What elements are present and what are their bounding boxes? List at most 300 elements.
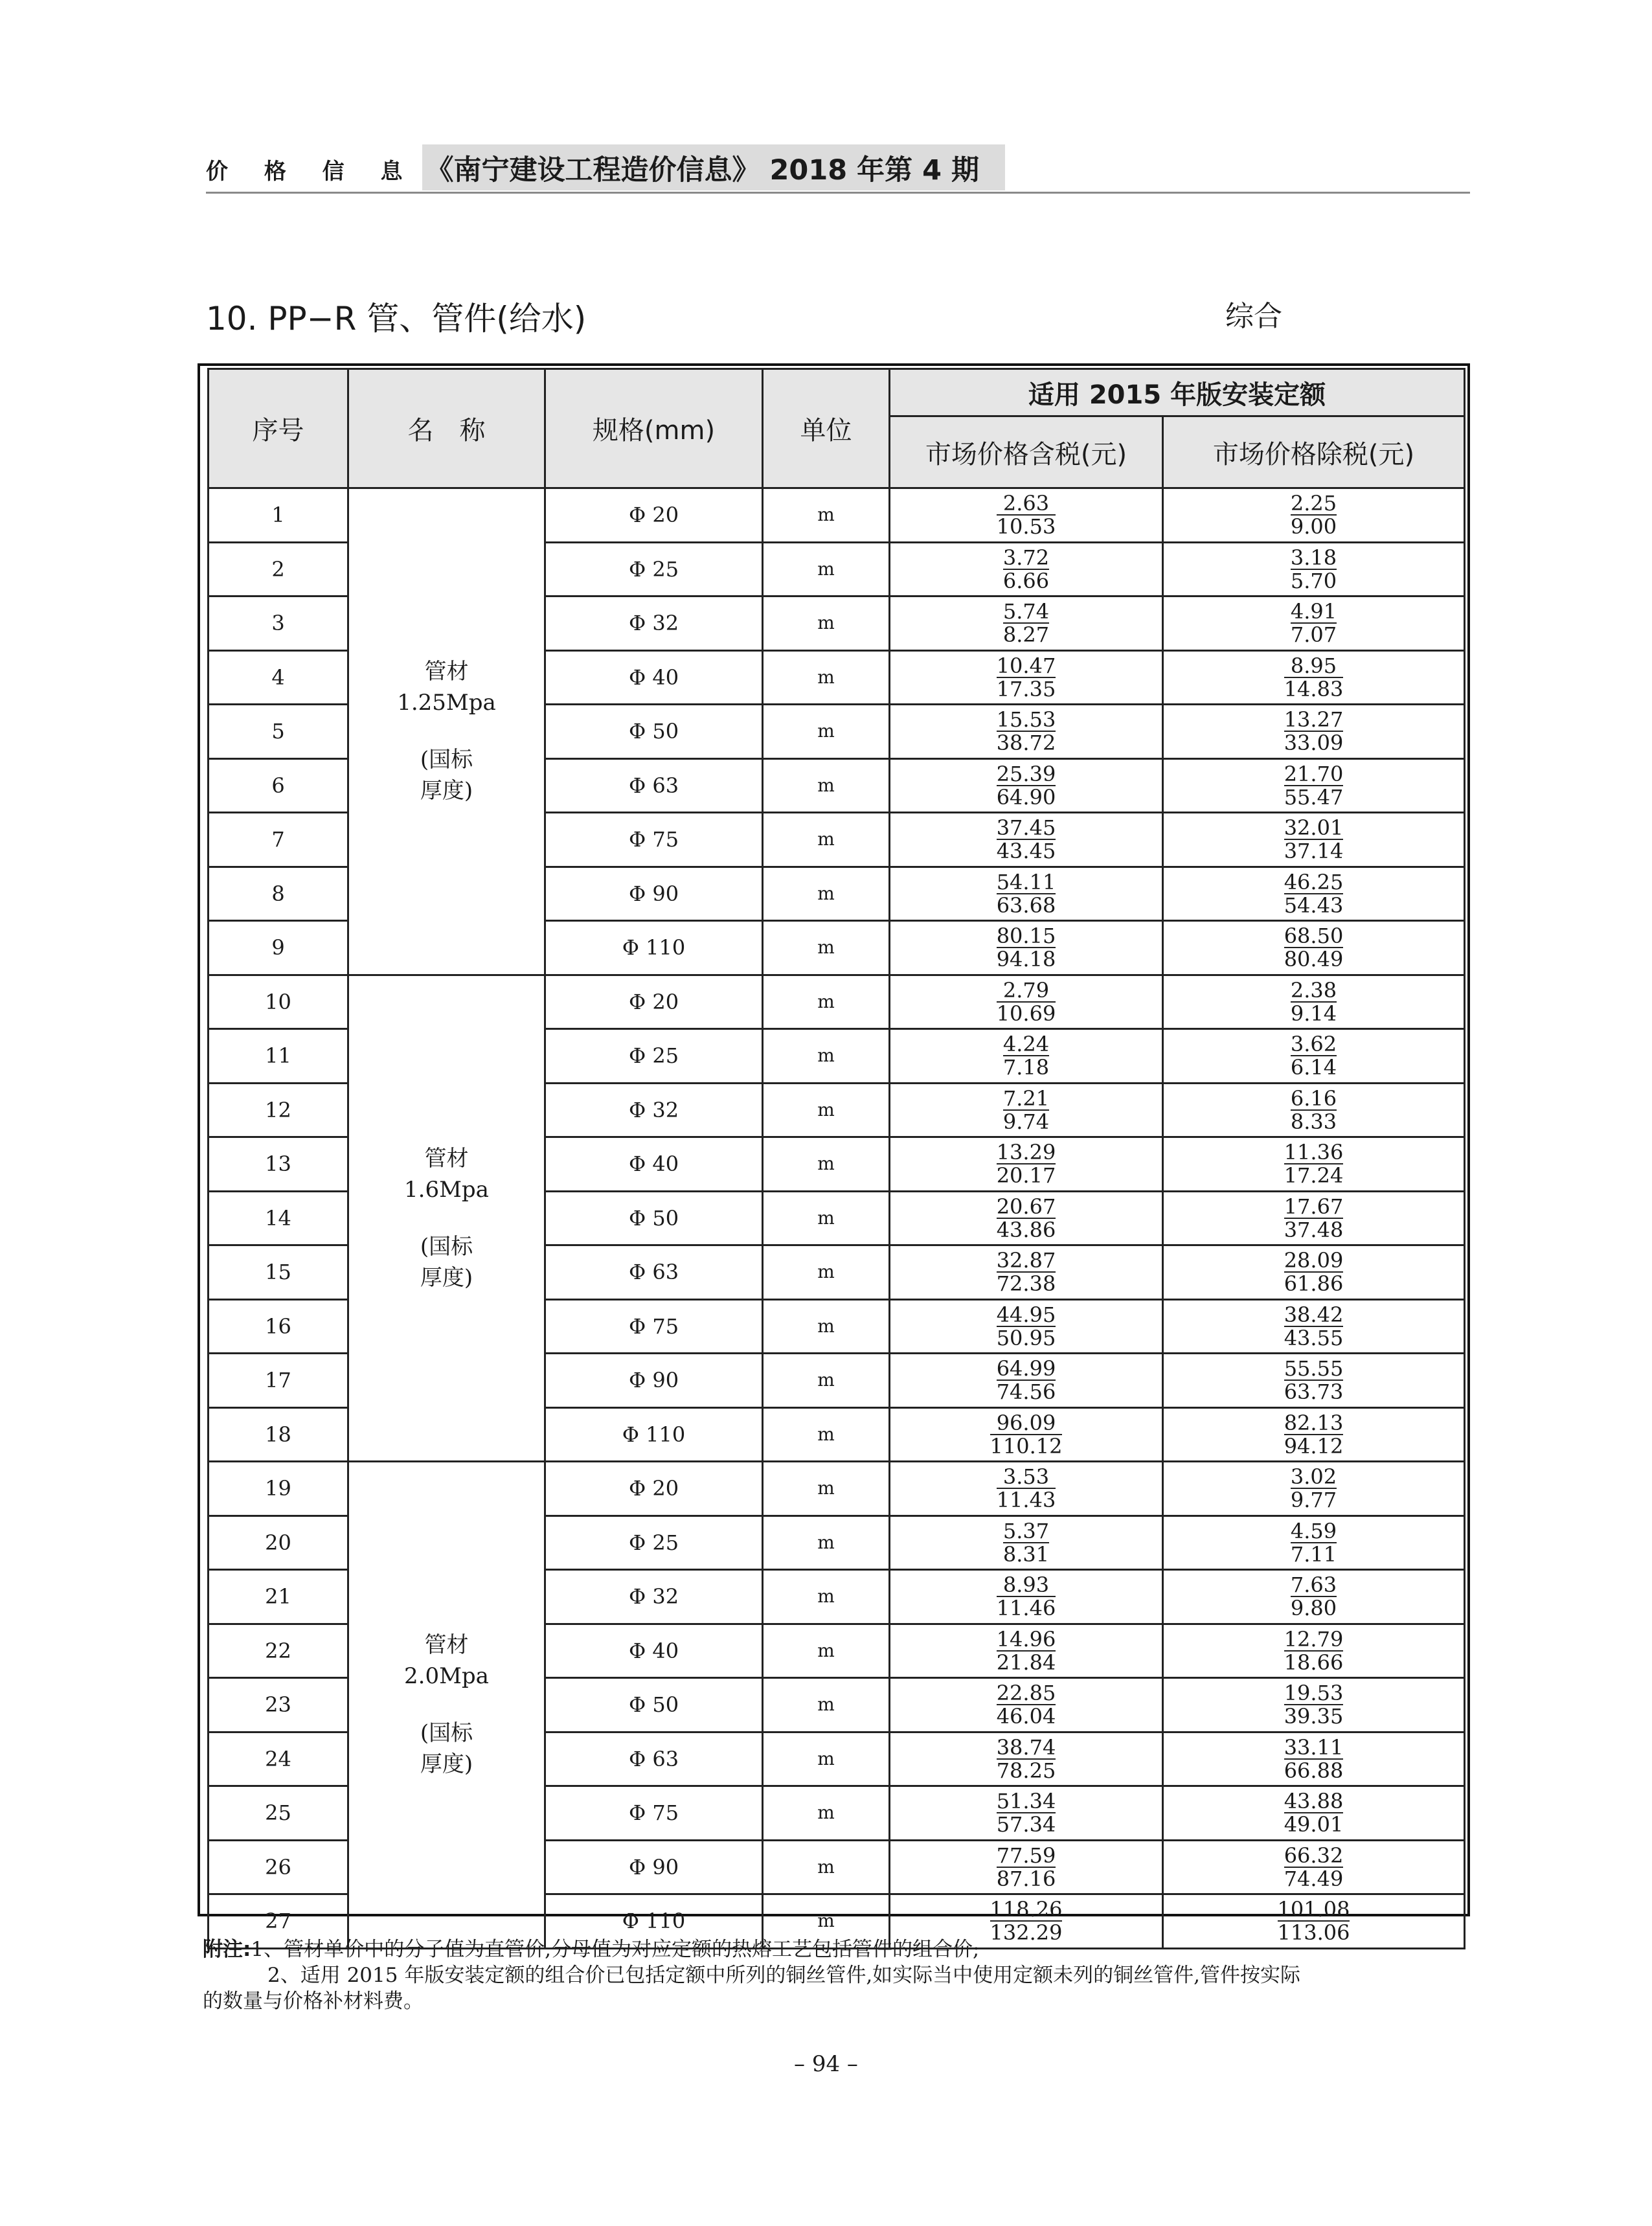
pipe-price: 10.47 (996, 653, 1056, 678)
unit-cell: m (763, 1678, 890, 1732)
spec-cell: Φ 40 (545, 1137, 763, 1192)
price-fraction (997, 925, 1056, 970)
price-with-tax-cell (890, 921, 1163, 975)
price-fraction (1291, 600, 1337, 646)
combined-price: 21.84 (996, 1650, 1056, 1675)
combined-price: 37.48 (1284, 1217, 1344, 1242)
table-row (209, 488, 1465, 543)
price-with-tax-cell (890, 1570, 1163, 1624)
spec-cell: Φ 63 (545, 1732, 763, 1786)
row-number: 20 (209, 1516, 348, 1570)
spec-cell: Φ 25 (545, 542, 763, 596)
product-name-cell (348, 975, 545, 1462)
pipe-price: 46.25 (1284, 869, 1344, 894)
unit-cell: m (763, 1029, 890, 1084)
price-ex-tax-cell (1163, 813, 1465, 867)
unit-cell: m (763, 1840, 890, 1894)
pipe-price: 38.74 (996, 1734, 1056, 1760)
price-with-tax-cell (890, 1029, 1163, 1084)
row-number: 26 (209, 1840, 348, 1894)
pipe-price: 7.63 (1290, 1573, 1337, 1598)
unit-cell: m (763, 542, 890, 596)
price-fraction (1284, 1682, 1344, 1727)
unit-cell: m (763, 1407, 890, 1462)
price-ex-tax-cell (1163, 1732, 1465, 1786)
table-row (209, 975, 1465, 1029)
header-price-ex-tax: 市场价格除税(元) (1163, 416, 1465, 488)
price-with-tax-cell (890, 596, 1163, 651)
combined-price: 61.86 (1284, 1271, 1344, 1297)
spec-cell: Φ 90 (545, 1840, 763, 1894)
unit-cell: m (763, 705, 890, 759)
price-fraction (990, 1412, 1063, 1457)
row-number: 19 (209, 1462, 348, 1516)
combined-price: 8.27 (1002, 622, 1050, 648)
price-fraction (997, 1357, 1056, 1403)
combined-price: 5.70 (1290, 568, 1337, 593)
combined-price: 46.04 (996, 1704, 1056, 1729)
price-with-tax-cell (890, 1299, 1163, 1354)
spec-cell: Φ 32 (545, 1083, 763, 1137)
pipe-price: 2.79 (997, 979, 1056, 1003)
name-spacer (349, 1205, 544, 1231)
price-fraction (997, 1682, 1056, 1727)
price-fraction (1291, 492, 1337, 538)
combined-price: 94.12 (1284, 1433, 1344, 1459)
price-ex-tax-cell (1163, 1407, 1465, 1462)
pipe-price: 3.72 (1002, 545, 1050, 570)
price-ex-tax-cell (1163, 1137, 1465, 1192)
pipe-price: 25.39 (996, 761, 1056, 786)
price-fraction (1284, 1845, 1344, 1890)
combined-price: 74.49 (1284, 1866, 1344, 1891)
pipe-price: 37.45 (996, 815, 1056, 841)
price-fraction (1284, 817, 1344, 862)
price-fraction (997, 492, 1056, 538)
combined-price: 9.77 (1290, 1488, 1337, 1513)
price-fraction (1284, 763, 1344, 808)
row-number: 3 (209, 596, 348, 651)
combined-price: 7.18 (1002, 1055, 1050, 1080)
price-fraction (1284, 871, 1344, 916)
price-fraction (1291, 1574, 1337, 1619)
combined-price: 6.66 (1002, 568, 1050, 593)
pipe-price: 5.74 (1002, 599, 1050, 624)
notes (203, 1936, 1470, 2014)
header-divider (206, 192, 1470, 194)
combined-price: 55.47 (1284, 784, 1344, 810)
spec-cell: Φ 25 (545, 1516, 763, 1570)
row-number: 14 (209, 1191, 348, 1245)
note-1 (203, 1936, 1470, 1962)
note-1-text: 1、管材单价中的分子值为直管价,分母值为对应定额的热熔工艺包括管件的组合价; (251, 1938, 980, 1961)
combined-price: 11.43 (996, 1488, 1056, 1513)
header-no: 序号 (209, 369, 348, 488)
product-name-line: 1.6Mpa (404, 1176, 489, 1203)
combined-price: 7.11 (1290, 1541, 1337, 1567)
product-name-cell (348, 1462, 545, 1949)
combined-price: 38.72 (996, 731, 1056, 756)
row-number: 15 (209, 1245, 348, 1300)
price-fraction (1284, 1412, 1344, 1457)
pipe-price: 66.32 (1284, 1843, 1344, 1868)
spec-cell: Φ 50 (545, 705, 763, 759)
unit-cell: m (763, 1516, 890, 1570)
combined-price: 72.38 (996, 1271, 1056, 1297)
unit-cell: m (763, 1894, 890, 1949)
unit-cell: m (763, 596, 890, 651)
combined-price: 11.46 (996, 1596, 1056, 1621)
row-number: 12 (209, 1083, 348, 1137)
name-spacer (349, 1692, 544, 1718)
price-fraction (1284, 1141, 1344, 1187)
price-fraction (997, 709, 1056, 754)
pipe-price: 118.26 (990, 1897, 1063, 1922)
unit-cell: m (763, 813, 890, 867)
price-ex-tax-cell (1163, 1191, 1465, 1245)
pipe-price: 13.27 (1284, 707, 1344, 733)
combined-price: 7.07 (1290, 622, 1337, 648)
price-fraction (1291, 1466, 1337, 1511)
price-fraction (1284, 1736, 1344, 1782)
row-number: 2 (209, 542, 348, 596)
row-number: 4 (209, 650, 348, 705)
price-table (207, 368, 1465, 1949)
unit-cell: m (763, 1245, 890, 1300)
pipe-price: 55.55 (1284, 1356, 1344, 1381)
price-with-tax-cell (890, 542, 1163, 596)
price-fraction (1284, 1249, 1344, 1295)
price-ex-tax-cell (1163, 1678, 1465, 1732)
price-fraction (1284, 925, 1344, 970)
unit-cell: m (763, 1083, 890, 1137)
row-number: 8 (209, 867, 348, 921)
price-with-tax-cell (890, 1840, 1163, 1894)
product-name-line: 1.25Mpa (397, 690, 496, 716)
price-ex-tax-cell (1163, 1245, 1465, 1300)
pipe-price: 17.67 (1284, 1194, 1344, 1219)
price-ex-tax-cell (1163, 650, 1465, 705)
spec-cell: Φ 110 (545, 1407, 763, 1462)
price-fraction (1291, 547, 1337, 592)
pipe-price: 6.16 (1290, 1085, 1337, 1111)
row-number: 23 (209, 1678, 348, 1732)
product-name-line: (国标 (420, 1720, 473, 1747)
unit-cell: m (763, 1299, 890, 1354)
price-ex-tax-cell (1163, 1299, 1465, 1354)
page-number: – 94 – (794, 2051, 858, 2077)
price-fraction (1291, 1033, 1337, 1078)
price-ex-tax-cell (1163, 596, 1465, 651)
pipe-price: 64.99 (996, 1356, 1056, 1381)
unit-cell: m (763, 1137, 890, 1192)
price-table-header (209, 369, 1465, 488)
unit-cell: m (763, 1354, 890, 1408)
price-fraction (1003, 1520, 1049, 1565)
combined-price: 54.43 (1284, 892, 1344, 918)
row-number: 9 (209, 921, 348, 975)
price-fraction (1003, 547, 1049, 592)
price-fraction (1284, 1790, 1344, 1835)
price-ex-tax-cell (1163, 1083, 1465, 1137)
pipe-price: 8.95 (1284, 655, 1344, 678)
combined-price: 49.01 (1284, 1812, 1344, 1837)
combined-price: 43.55 (1284, 1325, 1344, 1350)
combined-price: 18.66 (1284, 1650, 1344, 1675)
pipe-price: 3.02 (1290, 1464, 1337, 1490)
price-with-tax-cell (890, 1516, 1163, 1570)
pipe-price: 19.53 (1284, 1681, 1344, 1706)
spec-cell: Φ 63 (545, 758, 763, 813)
price-with-tax-cell (890, 488, 1163, 543)
row-number: 5 (209, 705, 348, 759)
row-number: 17 (209, 1354, 348, 1408)
header-spec: 规格(mm) (545, 369, 763, 488)
header-unit: 单位 (763, 369, 890, 488)
price-with-tax-cell (890, 1678, 1163, 1732)
combined-price: 64.90 (996, 784, 1056, 810)
price-with-tax-cell (890, 867, 1163, 921)
price-with-tax-cell (890, 650, 1163, 705)
unit-cell: m (763, 650, 890, 705)
price-fraction (997, 655, 1056, 700)
price-with-tax-cell (890, 758, 1163, 813)
price-with-tax-cell (890, 1732, 1163, 1786)
price-with-tax-cell (890, 1786, 1163, 1841)
price-fraction (1284, 1196, 1344, 1241)
price-fraction (1284, 1304, 1344, 1349)
combined-price: 9.74 (1002, 1109, 1050, 1134)
price-ex-tax-cell (1163, 1570, 1465, 1624)
price-fraction (997, 1304, 1056, 1349)
price-with-tax-cell (890, 1354, 1163, 1408)
row-number: 27 (209, 1894, 348, 1949)
row-number: 22 (209, 1624, 348, 1678)
price-ex-tax-cell (1163, 921, 1465, 975)
unit-cell: m (763, 1732, 890, 1786)
header-name: 名 称 (348, 369, 545, 488)
pipe-price: 2.25 (1290, 491, 1337, 516)
spec-cell: Φ 75 (545, 813, 763, 867)
price-fraction (1003, 600, 1049, 646)
price-fraction (997, 1196, 1056, 1241)
combined-price: 10.69 (996, 1001, 1056, 1026)
combined-price: 78.25 (996, 1758, 1056, 1783)
row-number: 16 (209, 1299, 348, 1354)
pipe-price: 7.21 (1002, 1085, 1050, 1111)
price-fraction (997, 1845, 1056, 1890)
pipe-price: 22.85 (996, 1681, 1056, 1706)
combined-price: 8.33 (1290, 1109, 1337, 1134)
pipe-price: 32.87 (996, 1248, 1056, 1273)
combined-price: 43.86 (996, 1217, 1056, 1242)
pipe-price: 3.53 (997, 1466, 1056, 1489)
pipe-price: 2.38 (1290, 977, 1337, 1003)
combined-price: 63.73 (1284, 1380, 1344, 1405)
spec-cell: Φ 32 (545, 596, 763, 651)
combined-price: 43.45 (996, 839, 1056, 864)
header-journal-title: 《南宁建设工程造价信息》 2018 年第 4 期 (422, 144, 1005, 190)
pipe-price: 28.09 (1284, 1248, 1344, 1273)
pipe-price: 15.53 (996, 707, 1056, 733)
product-name-line: (国标 (420, 747, 473, 773)
pipe-price: 3.18 (1290, 545, 1337, 570)
price-fraction (997, 871, 1056, 916)
pipe-price: 101.08 (1277, 1897, 1350, 1922)
price-ex-tax-cell (1163, 867, 1465, 921)
header-section-label: 价 格 信 息 (206, 159, 417, 185)
pipe-price: 20.67 (996, 1194, 1056, 1219)
price-fraction (997, 1790, 1056, 1835)
price-ex-tax-cell (1163, 1354, 1465, 1408)
price-fraction (1284, 1357, 1344, 1403)
unit-cell: m (763, 1191, 890, 1245)
price-with-tax-cell (890, 1407, 1163, 1462)
row-number: 13 (209, 1137, 348, 1192)
price-fraction (997, 1628, 1056, 1674)
price-ex-tax-cell (1163, 488, 1465, 543)
table-row (209, 1462, 1465, 1516)
section-tag: 综合 (1225, 300, 1282, 333)
price-fraction (997, 979, 1056, 1025)
pipe-price: 5.37 (1002, 1518, 1050, 1543)
price-fraction (997, 1574, 1056, 1619)
spec-cell: Φ 110 (545, 1894, 763, 1949)
unit-cell: m (763, 867, 890, 921)
pipe-price: 14.96 (996, 1626, 1056, 1652)
row-number: 18 (209, 1407, 348, 1462)
spec-cell: Φ 32 (545, 1570, 763, 1624)
price-with-tax-cell (890, 1137, 1163, 1192)
combined-price: 9.14 (1290, 1001, 1337, 1026)
combined-price: 17.35 (996, 676, 1056, 701)
price-table-body (209, 488, 1465, 1949)
price-with-tax-cell (890, 705, 1163, 759)
combined-price: 37.14 (1284, 839, 1344, 864)
pipe-price: 21.70 (1284, 761, 1344, 786)
price-ex-tax-cell (1163, 975, 1465, 1029)
pipe-price: 38.42 (1284, 1302, 1344, 1327)
pipe-price: 4.59 (1290, 1518, 1337, 1543)
header-price-with-tax: 市场价格含税(元) (890, 416, 1163, 488)
pipe-price: 2.63 (997, 492, 1056, 516)
combined-price: 87.16 (996, 1866, 1056, 1891)
combined-price: 9.80 (1290, 1596, 1337, 1621)
price-ex-tax-cell (1163, 1029, 1465, 1084)
product-name-line: 2.0Mpa (404, 1663, 489, 1690)
price-fraction (1003, 1087, 1049, 1133)
running-header (206, 150, 1005, 190)
price-with-tax-cell (890, 1624, 1163, 1678)
pipe-price: 3.62 (1290, 1032, 1337, 1057)
price-fraction (997, 1736, 1056, 1782)
spec-cell: Φ 20 (545, 975, 763, 1029)
note-2-continued: 的数量与价格补材料费。 (203, 1990, 424, 2013)
pipe-price: 43.88 (1284, 1789, 1344, 1814)
product-name-line: (国标 (420, 1233, 473, 1260)
product-name-line: 管材 (424, 1145, 469, 1172)
combined-price: 94.18 (996, 947, 1056, 972)
pipe-price: 32.01 (1284, 815, 1344, 841)
combined-price: 8.31 (1002, 1541, 1050, 1567)
combined-price: 10.53 (996, 514, 1056, 539)
price-fraction (997, 1466, 1056, 1511)
pipe-price: 33.11 (1284, 1734, 1344, 1760)
price-ex-tax-cell (1163, 1624, 1465, 1678)
spec-cell: Φ 20 (545, 1462, 763, 1516)
unit-cell: m (763, 758, 890, 813)
pipe-price: 4.24 (1002, 1032, 1050, 1057)
combined-price: 6.14 (1290, 1055, 1337, 1080)
row-number: 25 (209, 1786, 348, 1841)
combined-price: 80.49 (1284, 947, 1344, 972)
row-number: 6 (209, 758, 348, 813)
spec-cell: Φ 40 (545, 1624, 763, 1678)
combined-price: 63.68 (996, 892, 1056, 918)
pipe-price: 54.11 (996, 869, 1056, 894)
price-ex-tax-cell (1163, 1462, 1465, 1516)
combined-price: 17.24 (1284, 1163, 1344, 1188)
pipe-price: 77.59 (996, 1843, 1056, 1868)
product-name-line: 管材 (424, 659, 469, 685)
pipe-price: 96.09 (990, 1412, 1063, 1435)
pipe-price: 82.13 (1284, 1410, 1344, 1435)
price-fraction (1284, 1628, 1344, 1674)
pipe-price: 68.50 (1284, 924, 1344, 949)
unit-cell: m (763, 1462, 890, 1516)
pipe-price: 11.36 (1284, 1140, 1344, 1165)
pipe-price: 12.79 (1284, 1626, 1344, 1652)
row-number: 24 (209, 1732, 348, 1786)
spec-cell: Φ 25 (545, 1029, 763, 1084)
price-fraction (1284, 709, 1344, 754)
combined-price: 66.88 (1284, 1758, 1344, 1783)
spec-cell: Φ 63 (545, 1245, 763, 1300)
combined-price: 110.12 (990, 1433, 1063, 1459)
price-fraction (1284, 655, 1344, 700)
price-ex-tax-cell (1163, 705, 1465, 759)
combined-price: 9.00 (1290, 514, 1337, 539)
price-with-tax-cell (890, 1245, 1163, 1300)
pipe-price: 80.15 (996, 924, 1056, 949)
unit-cell: m (763, 488, 890, 543)
spec-cell: Φ 50 (545, 1191, 763, 1245)
price-with-tax-cell (890, 1083, 1163, 1137)
row-number: 10 (209, 975, 348, 1029)
unit-cell: m (763, 975, 890, 1029)
price-with-tax-cell (890, 1191, 1163, 1245)
spec-cell: Φ 90 (545, 1354, 763, 1408)
price-with-tax-cell (890, 813, 1163, 867)
spec-cell: Φ 90 (545, 867, 763, 921)
pipe-price: 8.93 (997, 1574, 1056, 1597)
unit-cell: m (763, 1624, 890, 1678)
price-fraction (997, 817, 1056, 862)
product-name-line: 厚度) (420, 1751, 473, 1778)
combined-price: 20.17 (996, 1163, 1056, 1188)
product-name-line: 管材 (424, 1632, 469, 1659)
note-label: 附注: (203, 1938, 251, 1961)
pipe-price: 4.91 (1290, 599, 1337, 624)
product-name-line: 厚度) (420, 1264, 473, 1291)
combined-price: 74.56 (996, 1380, 1056, 1405)
price-ex-tax-cell (1163, 1840, 1465, 1894)
price-fraction (997, 1249, 1056, 1295)
price-fraction (1291, 1087, 1337, 1133)
spec-cell: Φ 110 (545, 921, 763, 975)
price-ex-tax-cell (1163, 758, 1465, 813)
spec-cell: Φ 20 (545, 488, 763, 543)
